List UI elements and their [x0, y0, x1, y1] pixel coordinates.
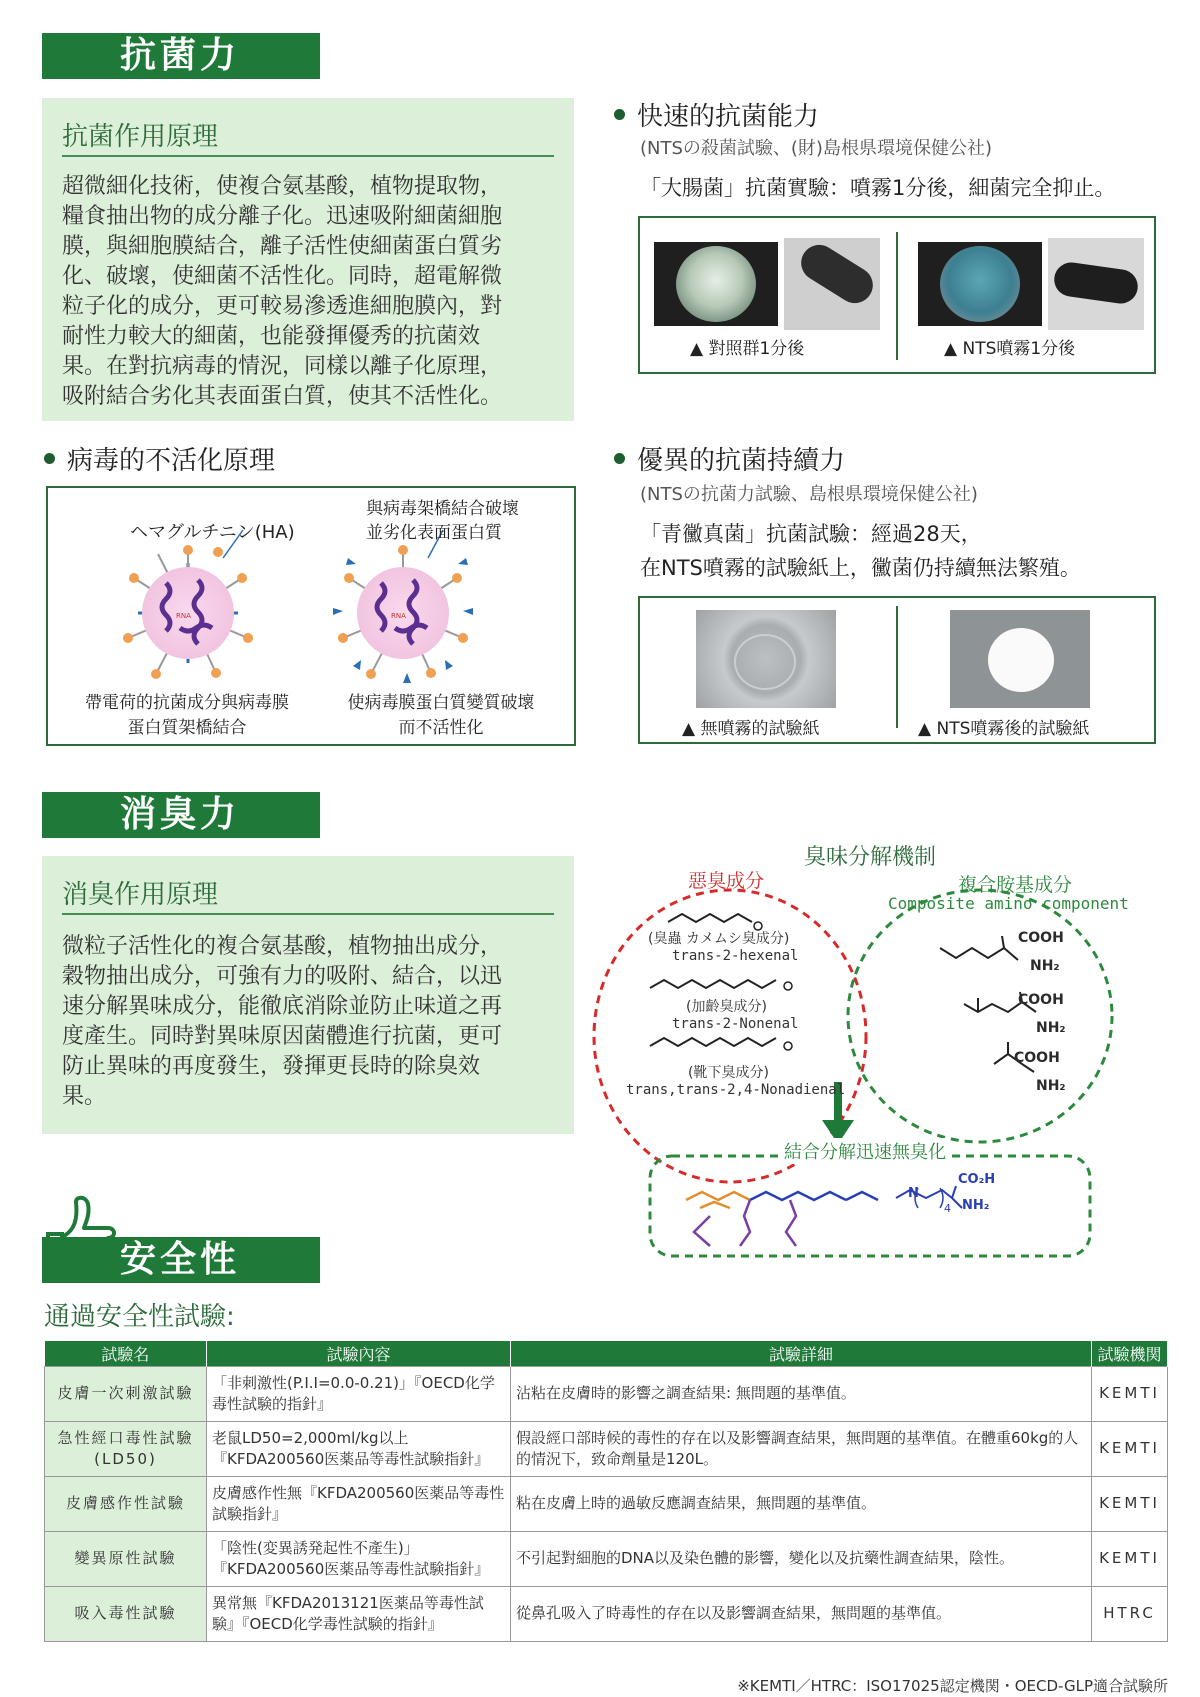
- cell-test-org: KEMTI: [1092, 1366, 1168, 1421]
- cooh-label-3: COOH: [1014, 1050, 1060, 1066]
- odor-1-en: trans-2-hexenal: [672, 948, 799, 964]
- header-test-content: 試驗內容: [207, 1341, 511, 1366]
- cooh-label-2: COOH: [1018, 992, 1064, 1008]
- cell-test-org: KEMTI: [1092, 1531, 1168, 1586]
- table-row: [45, 1421, 1168, 1476]
- bullet-icon: [614, 453, 625, 464]
- cell-test-content: 皮膚感作性無『KFDA200560医薬品等毒性試験指針』: [207, 1476, 511, 1531]
- lasting-caption-right: ▲ NTS噴霧後的試驗紙: [918, 719, 1090, 739]
- divider: [62, 913, 554, 915]
- fast-heading: 快速的抗菌能力: [614, 96, 819, 133]
- virus-caption-right: 使病毒膜蛋白質變質破壞 而不活性化: [347, 693, 535, 738]
- product-n-label: N: [908, 1186, 919, 1201]
- header-test-name: 試驗名: [45, 1341, 207, 1366]
- lasting-heading: 優異的抗菌持續力: [614, 440, 845, 477]
- cell-test-name: 皮膚感作性試驗: [45, 1476, 207, 1531]
- fast-caption-right: ▲ NTS噴霧1分後: [944, 339, 1076, 359]
- odor-2-jp: (加齡臭成分): [686, 999, 767, 1015]
- bacteria-control-image: [784, 238, 880, 330]
- product-nh2-label: NH₂: [962, 1198, 990, 1213]
- result-label: 結合分解迅速無臭化: [780, 1138, 950, 1164]
- rna-label-right: RNA: [391, 612, 406, 620]
- virus-heading: 病毒的不活化原理: [44, 440, 275, 477]
- fast-desc: 「大腸菌」抗菌實驗：噴霧1分後，細菌完全抑止。: [640, 176, 1116, 200]
- lasting-result-frame: [638, 596, 1156, 744]
- cell-test-name: 急性經口毒性試驗(LD50): [45, 1421, 207, 1476]
- virus-right-icon: [333, 545, 473, 683]
- section-banner-antibacterial: 抗菌力: [42, 33, 320, 79]
- bacteria-nts-image: [1048, 238, 1144, 330]
- section-banner-deodorant: 消臭力: [42, 792, 320, 838]
- lasting-caption-left: ▲ 無噴霧的試驗紙: [682, 719, 820, 739]
- cell-test-detail: 假設經口部時候的毒性的存在以及影響調查結果，無問題的基準值。在體重60kg的人的情況下，致命劑量是120L。: [511, 1421, 1092, 1476]
- odor-3-en: trans,trans-2,4-Nonadienal: [626, 1082, 846, 1098]
- deodorant-principle-title: 消臭作用原理: [62, 880, 219, 910]
- header-test-detail: 試驗詳細: [511, 1341, 1092, 1366]
- virus-caption-left: 帶電荷的抗菌成分與病毒膜 蛋白質架橋結合: [85, 693, 289, 738]
- cell-test-name: 變異原性試驗: [45, 1531, 207, 1586]
- table-row: [45, 1476, 1168, 1531]
- lasting-desc-2: 在NTS噴霧的試驗紙上，黴菌仍持續無法繁殖。: [640, 556, 1081, 580]
- cell-test-content: 「陰性(変異誘発起性不產生)」『KFDA200560医薬品等毒性試験指針』: [207, 1531, 511, 1586]
- cell-test-name: 吸入毒性試驗: [45, 1586, 207, 1641]
- fast-caption-left: ▲ 對照群1分後: [690, 339, 805, 359]
- amine-label: 複合胺基成分: [958, 874, 1073, 896]
- divider: [896, 606, 898, 728]
- product-box: [650, 1156, 1090, 1256]
- table-row: [45, 1531, 1168, 1586]
- cell-test-org: KEMTI: [1092, 1421, 1168, 1476]
- bridge-label-1: 與病毒架橋結合破壞: [366, 499, 519, 519]
- antibacterial-principle-title: 抗菌作用原理: [62, 122, 219, 152]
- rna-label-left: RNA: [176, 612, 191, 620]
- mechanism-title: 臭味分解機制: [804, 845, 937, 870]
- cell-test-detail: 從鼻孔吸入了時毒性的存在以及影響調查結果，無問題的基準值。: [511, 1586, 1092, 1641]
- cell-test-detail: 沾粘在皮膚時的影響之調查結果: 無問題的基準值。: [511, 1366, 1092, 1421]
- cell-test-org: HTRC: [1092, 1586, 1168, 1641]
- odor-label: 惡臭成分: [688, 870, 765, 892]
- test-paper-no-spray-image: [696, 610, 836, 708]
- table-row: [45, 1586, 1168, 1641]
- virus-diagram-frame: [46, 486, 576, 746]
- odor-2-en: trans-2-Nonenal: [672, 1016, 799, 1032]
- bullet-icon: [44, 453, 55, 464]
- table-row: [45, 1366, 1168, 1421]
- petri-dish-nts-image: [918, 242, 1042, 326]
- odor-3-jp: (靴下臭成分): [688, 1065, 769, 1081]
- safety-table: [44, 1341, 1168, 1642]
- amine-circle: [848, 890, 1112, 1142]
- ha-label: ヘマグルチニン(HA): [130, 522, 295, 543]
- nh2-label-3: NH₂: [1036, 1078, 1066, 1094]
- header-test-org: 試驗機関: [1092, 1341, 1168, 1366]
- cell-test-content: 「非刺激性(P.Ⅰ.Ⅰ=0.0-0.21)」『OECD化学毒性試験的指針』: [207, 1366, 511, 1421]
- antibacterial-principle-text: 超微細化技術，使複合氨基酸，植物提取物， 糧食抽出物的成分離子化。迅速吸附細菌細胞 膜，與細胞膜結合，離子活性使細菌蛋白質劣 化、破壞，使細菌不活性化。同時，超電解微 粒子化的成分，更可較易滲透進細胞膜內，對 耐性力較大的細菌，也能發揮優秀的抗菌效 果。在對抗病毒的情況，同樣以離子化原理， 吸附結合劣化其表面蛋白質，使其不活性化。: [62, 174, 503, 409]
- cooh-label-1: COOH: [1018, 930, 1064, 946]
- table-header-row: [45, 1341, 1168, 1366]
- safety-subtitle: 通過安全性試驗:: [44, 1302, 235, 1332]
- test-paper-nts-image: [950, 610, 1090, 708]
- antibacterial-principle-panel: [42, 98, 574, 421]
- cell-test-name: 皮膚一次刺激試驗: [45, 1366, 207, 1421]
- bridge-label-2: 並劣化表面蛋白質: [366, 523, 502, 543]
- petri-dish-control-image: [654, 242, 778, 326]
- deodorant-principle-text: 微粒子活性化的複合氨基酸，植物抽出成分， 穀物抽出成分，可強有力的吸附、結合，以迅 速分解異味成分，能徹底消除並防止味道之再 度產生。同時對異味原因菌體進行抗菌，更可 防止異味的再度發生，發揮更長時的除臭效 果。: [62, 934, 503, 1109]
- cell-test-detail: 不引起對細胞的DNA以及染色體的影響，變化以及抗藥性調查結果，陰性。: [511, 1531, 1092, 1586]
- nh2-label-1: NH₂: [1030, 958, 1060, 974]
- lasting-desc-1: 「青黴真菌」抗菌試驗：經過28天，: [640, 522, 982, 546]
- cell-test-org: KEMTI: [1092, 1476, 1168, 1531]
- divider: [896, 232, 898, 360]
- product-co2h-label: CO₂H: [958, 1172, 996, 1187]
- cell-test-content: 異常無『KFDA2013121医薬品等毒性試験』『OECD化学毒性試験的指針』: [207, 1586, 511, 1641]
- nh2-label-2: NH₂: [1036, 1020, 1066, 1036]
- cell-test-detail: 粘在皮膚上時的過敏反應調查結果，無問題的基準值。: [511, 1476, 1092, 1531]
- divider: [62, 155, 554, 157]
- virus-left-icon: [123, 545, 253, 679]
- amine-label-en: Composite amino component: [888, 894, 1129, 913]
- bullet-icon: [614, 109, 625, 120]
- lasting-source: (NTSの抗菌力試驗、島根県環境保健公社): [640, 484, 978, 505]
- deodorant-principle-panel: [42, 856, 574, 1134]
- footnote: ※KEMTI／HTRC：ISO17025認定機関・OECD-GLP適合試験所: [737, 1677, 1168, 1695]
- cell-test-content: 老鼠LD50=2,000ml/kg以上『KFDA200560医薬品等毒性試験指針』: [207, 1421, 511, 1476]
- product-4-label: 4: [944, 1202, 951, 1215]
- fast-result-frame: [638, 216, 1156, 374]
- section-banner-safety: 安全性: [42, 1237, 320, 1283]
- odor-1-jp: (臭蟲 カメムシ臭成分): [648, 931, 790, 947]
- fast-source: (NTSの殺菌試驗、(財)島根県環境保健公社): [640, 138, 992, 159]
